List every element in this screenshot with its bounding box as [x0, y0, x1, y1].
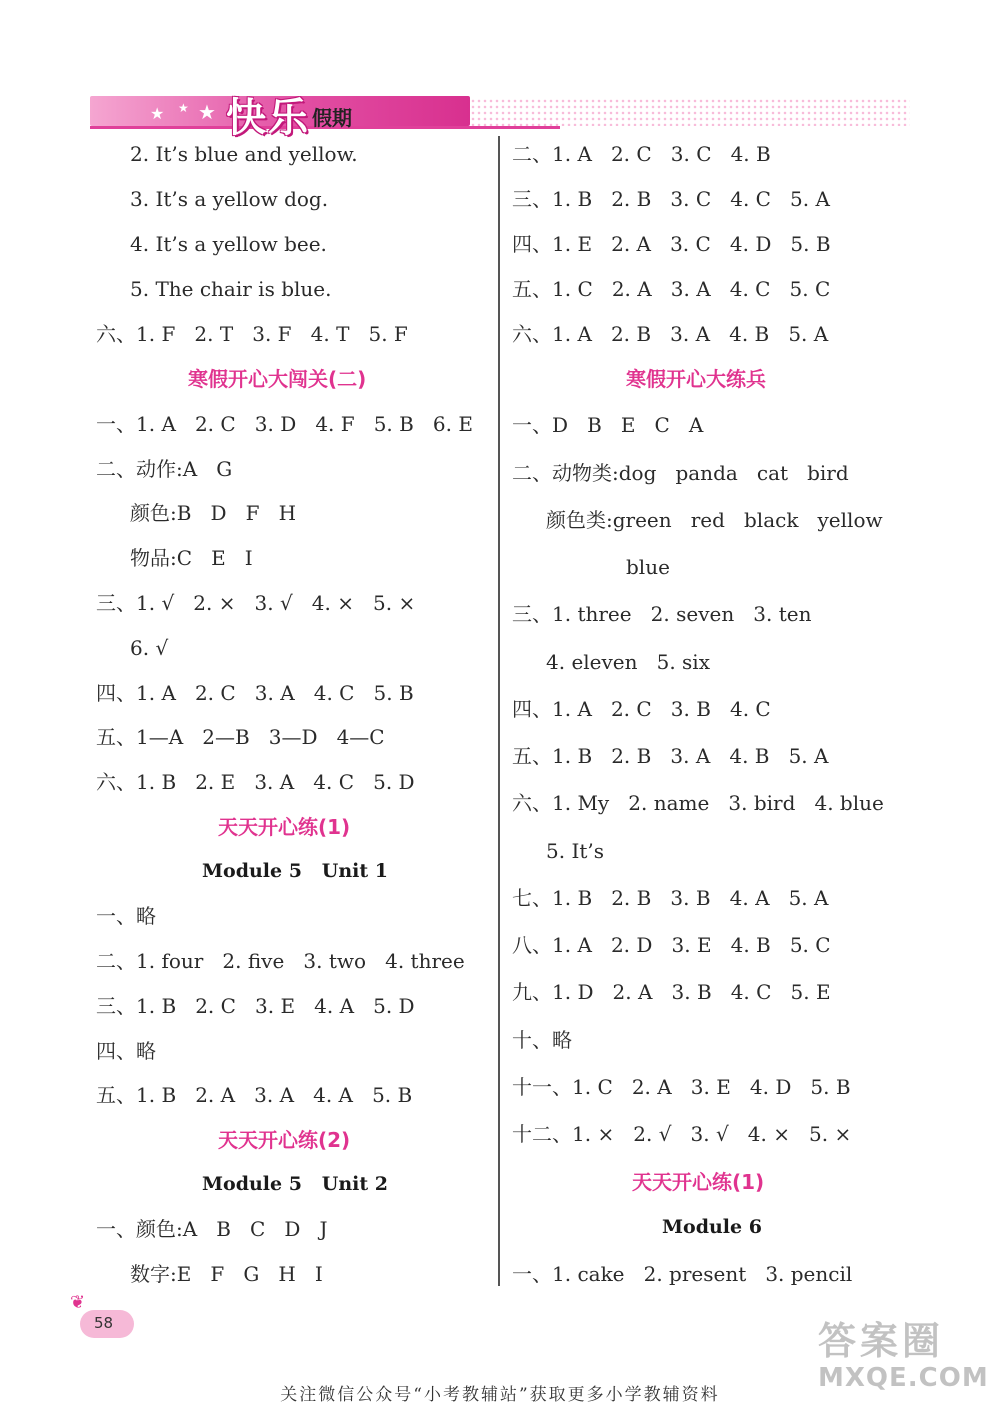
module-title: Module 5 Unit 2	[202, 1173, 389, 1195]
answer-line: 6. √	[130, 636, 169, 660]
answer-line: 四、1. A 2. C 3. A 4. C 5. B	[96, 681, 414, 705]
answer-line: 九、1. D 2. A 3. B 4. C 5. E	[512, 980, 831, 1004]
answer-line: 六、1. F 2. T 3. F 4. T 5. F	[96, 322, 408, 346]
section-heading: 天天开心练(1)	[632, 1170, 765, 1194]
banner-subtitle: 假期	[312, 106, 352, 130]
answer-line: 三、1. B 2. B 3. C 4. C 5. A	[512, 187, 830, 211]
answer-line: 八、1. A 2. D 3. E 4. B 5. C	[512, 933, 831, 957]
answer-line: 十一、1. C 2. A 3. E 4. D 5. B	[512, 1075, 851, 1099]
answer-line: 四、1. A 2. C 3. B 4. C	[512, 697, 771, 721]
answer-line: 二、1. four 2. five 3. two 4. three	[96, 949, 465, 973]
answer-line: 六、1. B 2. E 3. A 4. C 5. D	[96, 770, 415, 794]
answer-line: 五、1. B 2. A 3. A 4. A 5. B	[96, 1083, 413, 1107]
banner-dot-pattern	[470, 98, 910, 126]
answer-line: 三、1. three 2. seven 3. ten	[512, 602, 812, 626]
answer-line: 二、1. A 2. C 3. C 4. B	[512, 142, 771, 166]
answer-line: 三、1. √ 2. × 3. √ 4. × 5. ×	[96, 591, 416, 615]
answer-line: 三、1. B 2. C 3. E 4. A 5. D	[96, 994, 415, 1018]
answer-line: blue	[626, 555, 670, 579]
answer-line: 一、D B E C A	[512, 413, 704, 437]
answer-line: 4. It’s a yellow bee.	[130, 232, 327, 256]
answer-line: 七、1. B 2. B 3. B 4. A 5. A	[512, 886, 829, 910]
sprout-icon: ❦	[70, 1292, 86, 1313]
answer-line: 物品:C E I	[130, 546, 253, 570]
footer-note: 关注微信公众号“小考教辅站”获取更多小学教辅资料	[280, 1385, 720, 1405]
answer-line: 五、1. C 2. A 3. A 4. C 5. C	[512, 277, 831, 301]
column-divider	[498, 136, 500, 1286]
answer-line: 二、动作:A G	[96, 457, 233, 481]
watermark-bottom: MXQE.COM	[818, 1363, 989, 1393]
answer-line: 颜色类:green red black yellow	[546, 508, 883, 532]
star-icon: ★	[150, 104, 165, 123]
answer-line: 六、1. My 2. name 3. bird 4. blue	[512, 791, 884, 815]
answer-line: 数字:E F G H I	[130, 1262, 323, 1286]
answer-line: 五、1—A 2—B 3—D 4—C	[96, 725, 385, 749]
page-number: 58	[94, 1314, 114, 1332]
answer-line: 十二、1. × 2. √ 3. √ 4. × 5. ×	[512, 1122, 852, 1146]
answer-line: 四、略	[96, 1039, 156, 1063]
answer-line: 六、1. A 2. B 3. A 4. B 5. A	[512, 322, 829, 346]
module-title: Module 6	[662, 1216, 762, 1238]
section-heading: 天天开心练(1)	[218, 815, 351, 839]
answer-line: 一、1. A 2. C 3. D 4. F 5. B 6. E	[96, 412, 473, 436]
section-heading: 寒假开心大闯关(二)	[188, 367, 367, 391]
section-heading: 天天开心练(2)	[218, 1128, 351, 1152]
answer-line: 十、略	[512, 1028, 572, 1052]
answer-line: 4. eleven 5. six	[546, 650, 710, 674]
answer-line: 二、动物类:dog panda cat bird	[512, 461, 849, 485]
answer-line: 5. It’s	[546, 839, 604, 863]
answer-line: 一、略	[96, 904, 156, 928]
answer-line: 2. It’s blue and yellow.	[130, 142, 358, 166]
answer-line: 一、1. cake 2. present 3. pencil	[512, 1262, 853, 1286]
answer-line: 五、1. B 2. B 3. A 4. B 5. A	[512, 744, 829, 768]
star-icon: ★	[198, 100, 216, 124]
answer-line: 一、颜色:A B C D J	[96, 1217, 328, 1241]
section-heading: 寒假开心大练兵	[626, 367, 766, 391]
star-icon: ★	[178, 101, 189, 115]
module-title: Module 5 Unit 1	[202, 860, 389, 882]
watermark-top: 答案圈	[818, 1319, 945, 1363]
banner-title: 快乐	[226, 95, 310, 141]
answer-line: 3. It’s a yellow dog.	[130, 187, 329, 211]
answer-line: 颜色:B D F H	[130, 501, 297, 525]
answer-line: 5. The chair is blue.	[130, 277, 332, 301]
header-banner	[90, 90, 910, 141]
answer-line: 四、1. E 2. A 3. C 4. D 5. B	[512, 232, 831, 256]
